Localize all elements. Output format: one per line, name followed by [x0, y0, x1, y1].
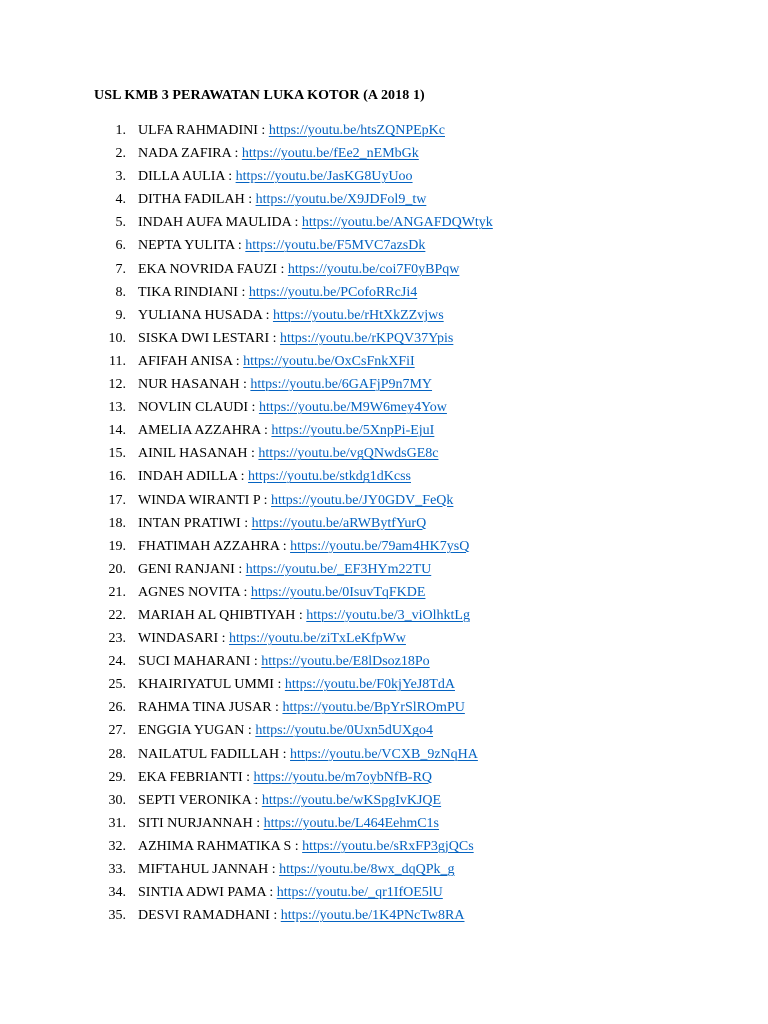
student-name: SEPTI VERONIKA — [138, 792, 251, 808]
youtube-link[interactable]: https://youtu.be/coi7F0yBPqw — [287, 261, 460, 277]
item-body — [138, 211, 493, 234]
youtube-link[interactable]: https://youtu.be/F0kjYeJ8TdA — [284, 677, 455, 693]
name-link-separator: : — [239, 584, 251, 600]
student-name: SITI NURJANNAH — [138, 815, 253, 831]
item-number: 34. — [108, 885, 126, 901]
item-number: 7. — [115, 261, 126, 277]
student-name: NADA ZAFIRA — [138, 146, 231, 162]
item-number: 32. — [108, 838, 126, 854]
name-link-separator: : — [218, 631, 229, 647]
student-name: INTAN PRATIWI — [138, 515, 241, 531]
item-body — [138, 558, 431, 581]
youtube-link[interactable]: https://youtu.be/L464EehmC1s — [263, 815, 440, 831]
name-link-separator: : — [250, 792, 262, 808]
student-name: EKA NOVRIDA FAUZI — [138, 261, 277, 277]
youtube-link[interactable]: https://youtu.be/1K4PNcTw8RA — [280, 908, 465, 924]
item-number: 11. — [109, 353, 126, 369]
item-body — [138, 465, 411, 488]
student-name: SINTIA ADWI PAMA — [138, 885, 266, 901]
item-number: 18. — [108, 515, 126, 531]
youtube-link[interactable]: https://youtu.be/PCofoRRcJi4 — [248, 284, 418, 300]
item-body — [138, 673, 455, 696]
name-link-separator: : — [260, 423, 272, 439]
student-name: ULFA RAHMADINI — [138, 123, 258, 138]
item-body — [138, 281, 417, 304]
item-number: 31. — [108, 815, 126, 831]
student-name: AGNES NOVITA — [138, 584, 240, 600]
name-link-separator: : — [273, 677, 285, 693]
item-number: 6. — [115, 238, 126, 254]
student-name: WINDA WIRANTI P — [138, 492, 261, 508]
youtube-link[interactable]: https://youtu.be/sRxFP3gjQCs — [302, 838, 474, 854]
item-number: 29. — [108, 769, 126, 785]
item-number: 10. — [108, 330, 126, 346]
name-link-separator: : — [237, 284, 249, 300]
youtube-link[interactable]: https://youtu.be/VCXB_9zNqHA — [290, 746, 478, 762]
item-body — [138, 581, 425, 604]
name-link-separator: : — [268, 862, 280, 877]
item-body — [138, 696, 465, 719]
youtube-link[interactable]: https://youtu.be/0IsuvTqFKDE — [250, 584, 426, 600]
student-name: INDAH ADILLA — [138, 469, 238, 485]
youtube-link[interactable]: https://youtu.be/E8lDsoz18Po — [261, 654, 430, 670]
item-body — [138, 327, 453, 350]
item-number: 25. — [108, 677, 126, 693]
youtube-link[interactable]: https://youtu.be/8wx_dqQPk_g — [279, 862, 455, 877]
name-link-separator: : — [271, 700, 283, 716]
item-body — [138, 442, 438, 465]
item-body — [138, 396, 447, 419]
youtube-link[interactable]: https://youtu.be/3_viOlhktLg — [306, 607, 470, 623]
name-link-separator: : — [269, 330, 280, 346]
item-number: 2. — [115, 146, 126, 162]
student-name: DITHA FADILAH — [138, 192, 245, 208]
name-link-separator: : — [237, 469, 249, 485]
item-body — [138, 512, 426, 535]
item-body — [138, 419, 434, 442]
item-body — [138, 789, 441, 812]
student-name: EKA FEBRIANTI — [138, 769, 243, 785]
item-body — [138, 904, 464, 927]
youtube-link[interactable]: https://youtu.be/wKSpgIvKJQE — [261, 792, 442, 808]
item-number: 16. — [108, 469, 126, 485]
item-number: 19. — [108, 538, 126, 554]
item-number: 13. — [108, 400, 126, 416]
item-number: 22. — [108, 607, 126, 623]
name-link-separator: : — [234, 238, 246, 254]
youtube-link[interactable]: https://youtu.be/ziTxLeKfpWw — [229, 631, 406, 647]
youtube-link[interactable]: https://youtu.be/79am4HK7ysQ — [290, 538, 470, 554]
item-body — [138, 812, 439, 835]
item-body — [138, 165, 413, 188]
item-body — [138, 350, 415, 373]
student-name: GENI RANJANI — [138, 561, 235, 577]
item-body — [138, 142, 419, 165]
youtube-link[interactable]: https://youtu.be/6GAFjP9n7MY — [250, 377, 433, 393]
item-body — [138, 489, 453, 512]
youtube-link[interactable]: https://youtu.be/fEe2_nEMbGk — [241, 146, 419, 162]
student-name: NEPTA YULITA — [138, 238, 235, 254]
item-number: 24. — [108, 654, 126, 670]
youtube-link[interactable]: https://youtu.be/X9JDFol9_tw — [255, 192, 427, 208]
name-link-separator: : — [260, 492, 271, 508]
item-number: 5. — [115, 215, 126, 231]
youtube-link[interactable]: https://youtu.be/5XnpPi-EjuI — [271, 423, 435, 439]
name-link-separator: : — [295, 607, 307, 623]
youtube-link[interactable]: https://youtu.be/rKPQV37Ypis — [280, 330, 454, 346]
name-link-separator: : — [244, 192, 256, 208]
name-link-separator: : — [265, 885, 277, 901]
item-number: 9. — [115, 307, 126, 323]
student-name: KHAIRIYATUL UMMI — [138, 677, 274, 693]
youtube-link[interactable]: https://youtu.be/M9W6mey4Yow — [258, 400, 447, 416]
item-number: 14. — [108, 423, 126, 439]
item-body — [138, 119, 445, 142]
name-link-separator: : — [279, 746, 291, 762]
item-body — [138, 650, 430, 673]
youtube-link[interactable]: https://youtu.be/rHtXkZZvjws — [272, 307, 444, 323]
student-name: NOVLIN CLAUDI — [138, 400, 249, 416]
item-number: 33. — [108, 862, 126, 877]
item-body — [138, 719, 433, 742]
item-body — [138, 258, 459, 281]
item-body — [138, 604, 470, 627]
youtube-link[interactable]: https://youtu.be/_qr1IfOE5lU — [276, 885, 443, 901]
item-body — [138, 234, 425, 257]
student-name: AFIFAH ANISA — [138, 353, 233, 369]
item-body — [138, 766, 432, 789]
item-number: 23. — [108, 631, 126, 647]
name-link-separator: : — [262, 307, 273, 323]
name-link-separator: : — [248, 400, 259, 416]
youtube-link[interactable]: https://youtu.be/BpYrSlROmPU — [282, 700, 465, 716]
name-link-separator: : — [239, 377, 251, 393]
student-name: NAILATUL FADILLAH — [138, 746, 280, 762]
student-name: TIKA RINDIANI — [138, 284, 238, 300]
item-body — [138, 373, 432, 396]
student-name: WINDASARI — [138, 631, 219, 647]
item-body — [138, 188, 426, 211]
youtube-link[interactable]: https://youtu.be/vgQNwdsGE8c — [258, 446, 439, 462]
item-body — [138, 858, 455, 881]
youtube-link[interactable]: https://youtu.be/stkdg1dKcss — [248, 469, 411, 485]
student-name: MARIAH AL QHIBTIYAH — [138, 607, 296, 623]
item-body — [138, 304, 444, 327]
student-name: ENGGIA YUGAN — [138, 723, 245, 739]
name-link-separator: : — [290, 215, 302, 231]
item-body — [138, 743, 478, 766]
item-number: 1. — [115, 123, 126, 138]
name-link-separator: : — [291, 838, 303, 854]
name-link-separator: : — [276, 261, 288, 277]
student-name: DILLA AULIA — [138, 169, 225, 185]
student-name: YULIANA HUSADA — [138, 307, 263, 323]
name-link-separator: : — [247, 446, 259, 462]
student-name: INDAH AUFA MAULIDA — [138, 215, 291, 231]
name-link-separator: : — [224, 169, 236, 185]
item-body — [138, 881, 443, 904]
name-link-separator: : — [279, 538, 291, 554]
youtube-link[interactable]: https://youtu.be/_EF3HYm22TU — [245, 561, 432, 577]
student-name: MIFTAHUL JANNAH — [138, 862, 269, 877]
youtube-link[interactable]: https://youtu.be/m7oybNfB-RQ — [253, 769, 433, 785]
student-name: SISKA DWI LESTARI — [138, 330, 270, 346]
student-name: SUCI MAHARANI — [138, 654, 251, 670]
item-number: 30. — [108, 792, 126, 808]
item-number: 27. — [108, 723, 126, 739]
item-number: 15. — [108, 446, 126, 462]
item-body — [138, 627, 406, 650]
name-link-separator: : — [232, 353, 244, 369]
item-number: 12. — [108, 377, 126, 393]
item-number: 20. — [108, 561, 126, 577]
youtube-link[interactable]: https://youtu.be/aRWBytfYurQ — [251, 515, 427, 531]
document-title: USL KMB 3 PERAWATAN LUKA KOTOR (A 2018 1) — [94, 88, 425, 103]
student-name: FHATIMAH AZZAHRA — [138, 538, 280, 554]
item-body — [138, 835, 474, 858]
item-number: 17. — [108, 492, 126, 508]
item-number: 28. — [108, 746, 126, 762]
name-link-separator: : — [240, 515, 252, 531]
item-number: 3. — [115, 169, 126, 185]
name-link-separator: : — [234, 561, 246, 577]
youtube-link[interactable]: https://youtu.be/htsZQNPEpKc — [268, 123, 445, 138]
name-link-separator: : — [250, 654, 262, 670]
student-name: AZHIMA RAHMATIKA S — [138, 838, 292, 854]
youtube-link[interactable]: https://youtu.be/JY0GDV_FeQk — [271, 492, 454, 508]
item-body — [138, 535, 469, 558]
item-number: 8. — [115, 284, 126, 300]
name-link-separator: : — [244, 723, 256, 739]
student-name: AMELIA AZZAHRA — [138, 423, 261, 439]
youtube-link[interactable]: https://youtu.be/0Uxn5dUXgo4 — [255, 723, 434, 739]
youtube-link[interactable]: https://youtu.be/JasKG8UyUoo — [235, 169, 413, 185]
item-number: 4. — [115, 192, 126, 208]
student-name: RAHMA TINA JUSAR — [138, 700, 272, 716]
student-name: AINIL HASANAH — [138, 446, 248, 462]
youtube-link[interactable]: https://youtu.be/OxCsFnkXFiI — [243, 353, 415, 369]
youtube-link[interactable]: https://youtu.be/ANGAFDQWtyk — [301, 215, 493, 231]
item-number: 21. — [108, 584, 126, 600]
name-link-separator: : — [257, 123, 269, 138]
name-link-separator: : — [230, 146, 242, 162]
item-number: 35. — [108, 908, 126, 924]
item-number: 26. — [108, 700, 126, 716]
student-name: DESVI RAMADHANI — [138, 908, 270, 924]
student-name: NUR HASANAH — [138, 377, 240, 393]
name-link-separator: : — [252, 815, 264, 831]
name-link-separator: : — [242, 769, 254, 785]
name-link-separator: : — [269, 908, 281, 924]
youtube-link[interactable]: https://youtu.be/F5MVC7azsDk — [245, 238, 426, 254]
